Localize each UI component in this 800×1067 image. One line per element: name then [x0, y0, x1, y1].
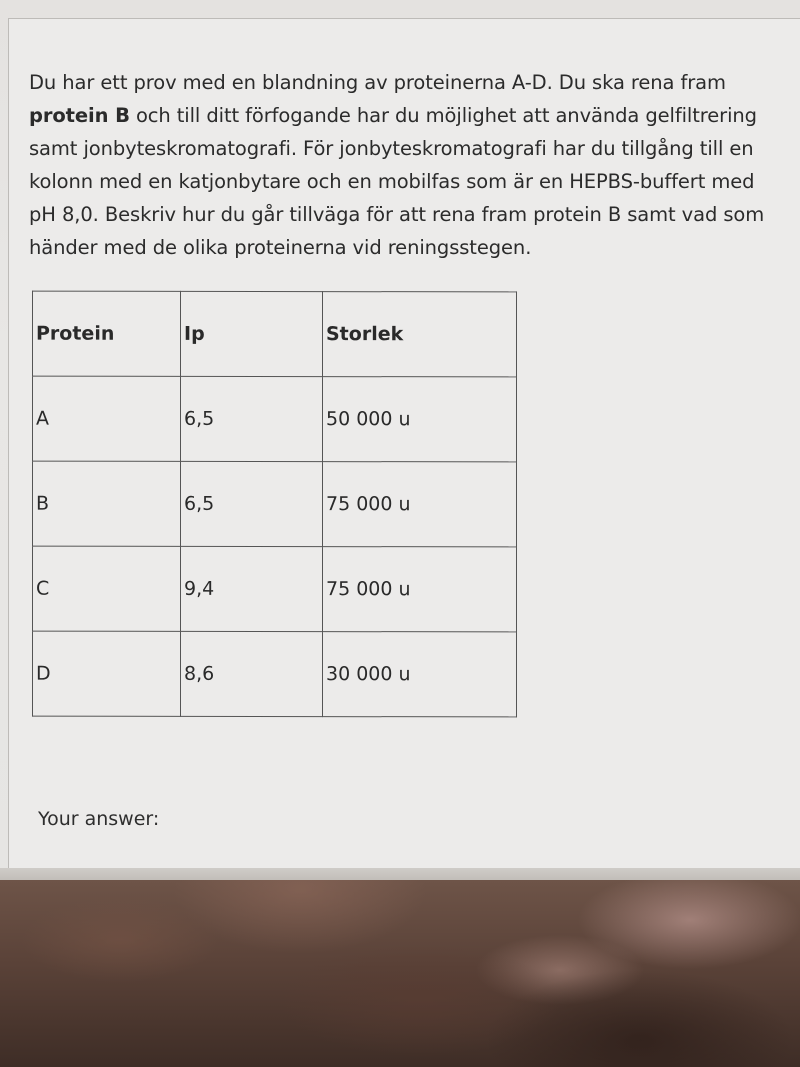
question-line-3: samt jonbyteskromatografi. För jonbyteskromatografi har du tillgång till en: [29, 137, 754, 160]
table-cell-storlek: 75 000 u: [323, 547, 517, 632]
table-cell-protein: B: [33, 461, 181, 546]
table-cell-storlek: 75 000 u: [323, 462, 517, 547]
question-text: [29, 66, 799, 264]
table-header-row: [33, 291, 517, 377]
question-line-5: pH 8,0. Beskriv hur du går tillväga för att rena fram protein B samt vad som: [29, 203, 765, 226]
question-line-2-rest: och till ditt förfogande har du möjlighet att använda gelfiltrering: [129, 104, 757, 127]
table-cell-ip: 9,4: [181, 546, 323, 631]
table-header-storlek: Storlek: [323, 292, 517, 377]
question-line-6: händer med de olika proteinerna vid reningsstegen.: [29, 236, 532, 259]
table-row: [33, 376, 517, 462]
table-cell-storlek: 30 000 u: [323, 632, 517, 717]
protein-table: [32, 291, 517, 718]
table-row: [33, 631, 517, 717]
table-cell-protein: D: [33, 631, 181, 716]
table-cell-protein: C: [33, 546, 181, 631]
table-cell-ip: 6,5: [181, 376, 323, 461]
table-row: [33, 546, 517, 632]
blanket-foreground: [0, 880, 800, 1067]
table-cell-storlek: 50 000 u: [323, 377, 517, 462]
question-line-2: [29, 99, 799, 132]
answer-label: Your answer:: [38, 808, 160, 830]
question-emphasis: protein B: [29, 104, 130, 127]
table-header-ip: Ip: [181, 291, 323, 376]
question-line-1: Du har ett prov med en blandning av proteinerna A-D. Du ska rena fram: [29, 71, 726, 94]
table-cell-ip: 6,5: [181, 461, 323, 546]
table-row: [33, 461, 517, 547]
table-header-protein: Protein: [33, 291, 181, 376]
table-cell-protein: A: [33, 376, 181, 461]
question-line-4: kolonn med en katjonbytare och en mobilfas som är en HEPBS-buffert med: [29, 170, 755, 193]
table-cell-ip: 8,6: [181, 631, 323, 716]
